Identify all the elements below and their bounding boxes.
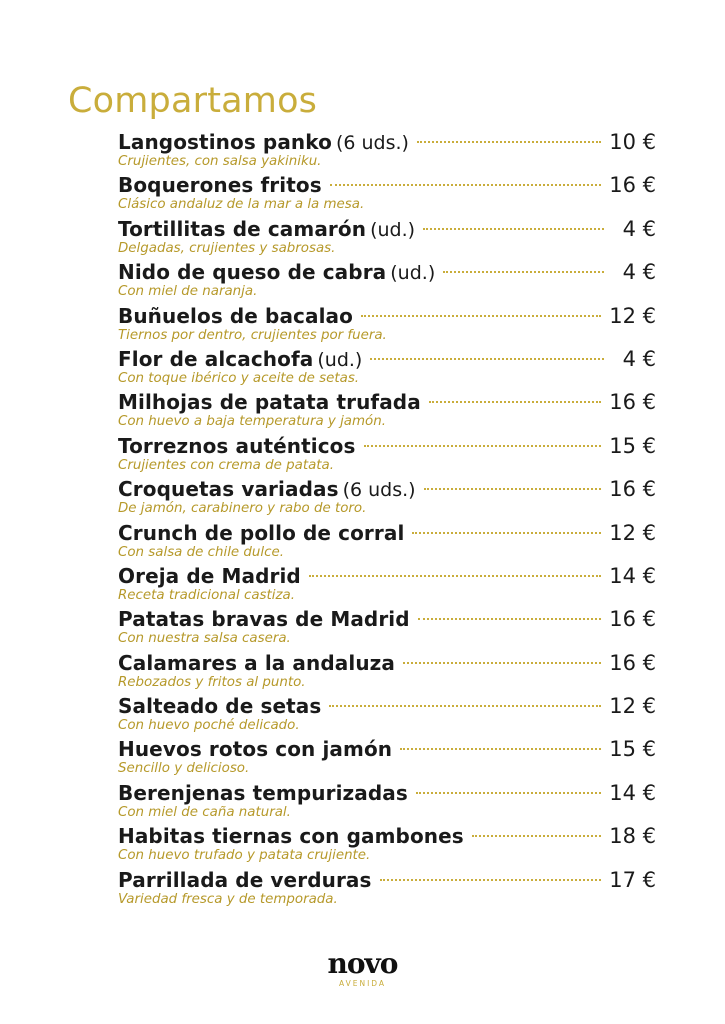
menu-item-row <box>118 304 656 330</box>
menu-item-row <box>118 217 656 243</box>
menu-item-row <box>118 390 656 416</box>
menu-list <box>118 130 656 911</box>
dish-description: Con huevo poché delicado. <box>118 718 300 734</box>
dot-leader <box>423 228 604 230</box>
dish-name: Nido de queso de cabra <box>118 260 387 285</box>
menu-item-row <box>118 694 656 720</box>
menu-item-row <box>118 477 656 503</box>
dish-description: Con huevo trufado y patata crujiente. <box>118 848 371 864</box>
dish-price: 10 € <box>609 130 656 154</box>
dish-name: Flor de alcachofa <box>118 346 314 371</box>
menu-item-row <box>118 521 656 547</box>
menu-item-row <box>118 260 656 286</box>
dish-price: 12 € <box>609 303 656 328</box>
dish-price: 12 € <box>609 694 656 719</box>
menu-item <box>118 217 656 260</box>
dish-description: Con miel de caña natural. <box>118 804 291 820</box>
dish-description: Con miel de naranja. <box>118 284 258 300</box>
menu-item-row <box>118 651 656 677</box>
dish-description: Tiernos por dentro, crujientes por fuera. <box>118 327 387 343</box>
menu-item <box>118 304 656 347</box>
page-title: Compartamos <box>68 81 318 122</box>
dish-price: 4 € <box>622 216 656 241</box>
dot-leader <box>472 835 601 837</box>
dot-leader <box>370 358 604 360</box>
dot-leader <box>403 662 601 664</box>
dish-name: Berenjenas tempurizadas <box>118 780 408 805</box>
dish-quantity: (ud.) <box>390 262 436 285</box>
menu-item <box>118 521 656 564</box>
dot-leader <box>412 532 601 534</box>
dish-description: Con huevo a baja temperatura y jamón. <box>118 414 386 430</box>
dish-name: Crunch de pollo de corral <box>118 520 405 545</box>
dish-price: 14 € <box>609 563 656 588</box>
dish-name: Habitas tiernas con gambones <box>118 824 464 849</box>
menu-item-row <box>118 130 656 156</box>
dot-leader <box>361 315 601 317</box>
dish-name: Croquetas variadas <box>118 477 339 502</box>
dish-quantity: (6 uds.) <box>335 132 409 154</box>
restaurant-logo <box>0 947 725 988</box>
dish-description: Con toque ibérico y aceite de setas. <box>118 370 360 386</box>
menu-item <box>118 390 656 433</box>
dish-price: 4 € <box>622 260 656 285</box>
dish-name: Torreznos auténticos <box>118 433 356 458</box>
menu-item <box>118 477 656 520</box>
dish-name: Buñuelos de bacalao <box>118 303 353 328</box>
menu-item-row <box>118 564 656 590</box>
menu-item <box>118 737 656 780</box>
dish-name: Boquerones fritos <box>118 173 322 198</box>
dish-name: Tortillitas de camarón <box>118 216 367 241</box>
dish-price: 16 € <box>609 607 656 632</box>
menu-item-row <box>118 868 656 894</box>
dot-leader <box>424 488 602 490</box>
menu-item-row <box>118 347 656 373</box>
menu-item-row <box>118 737 656 763</box>
dish-name: Salteado de setas <box>118 694 322 719</box>
dish-description: Con salsa de chile dulce. <box>118 544 284 560</box>
dish-price: 15 € <box>609 737 656 762</box>
dish-description: Crujientes, con salsa yakiniku. <box>118 154 322 169</box>
menu-item <box>118 824 656 867</box>
menu-item-row <box>118 173 656 199</box>
menu-item <box>118 868 656 911</box>
dish-name: Langostinos panko <box>118 130 332 154</box>
menu-item <box>118 694 656 737</box>
dish-description: Con nuestra salsa casera. <box>118 631 291 647</box>
menu-item-row <box>118 607 656 633</box>
menu-item <box>118 347 656 390</box>
dish-price: 17 € <box>609 867 656 892</box>
logo-subtitle: AVENIDA <box>338 979 387 988</box>
dot-leader <box>329 705 601 707</box>
dot-leader <box>380 879 602 881</box>
dish-description: Delgadas, crujientes y sabrosas. <box>118 240 336 256</box>
dish-description: Variedad fresca y de temporada. <box>118 891 338 907</box>
dot-leader <box>417 141 601 143</box>
dish-description: Rebozados y fritos al punto. <box>118 674 306 690</box>
menu-item <box>118 607 656 650</box>
dot-leader <box>418 618 602 620</box>
dish-description: Clásico andaluz de la mar a la mesa. <box>118 197 365 213</box>
menu-item <box>118 173 656 216</box>
dish-quantity: (ud.) <box>317 348 363 371</box>
menu-item <box>118 781 656 824</box>
dish-name: Parrillada de verduras <box>118 867 372 892</box>
dot-leader <box>416 792 601 794</box>
menu-item <box>118 434 656 477</box>
dish-price: 18 € <box>609 824 656 849</box>
dish-quantity: (6 uds.) <box>342 479 416 502</box>
dish-price: 16 € <box>609 477 656 502</box>
dish-name: Oreja de Madrid <box>118 563 301 588</box>
dish-name: Milhojas de patata trufada <box>118 390 421 415</box>
logo-wordmark: novo <box>327 947 398 980</box>
dish-description: Sencillo y delicioso. <box>118 761 250 777</box>
dish-price: 12 € <box>609 520 656 545</box>
dot-leader <box>309 575 601 577</box>
dish-quantity: (ud.) <box>370 218 416 241</box>
dish-description: Crujientes con crema de patata. <box>118 457 335 473</box>
dish-price: 4 € <box>622 346 656 371</box>
dish-name: Calamares a la andaluza <box>118 650 396 675</box>
dish-price: 14 € <box>609 780 656 805</box>
dish-description: Receta tradicional castiza. <box>118 587 295 603</box>
menu-item-row <box>118 434 656 460</box>
dot-leader <box>429 401 601 403</box>
dish-description: De jamón, carabinero y rabo de toro. <box>118 501 367 517</box>
dish-price: 16 € <box>609 390 656 415</box>
menu-item <box>118 130 656 173</box>
dish-name: Patatas bravas de Madrid <box>118 607 410 632</box>
dot-leader <box>330 184 602 186</box>
menu-item <box>118 260 656 303</box>
menu-item <box>118 564 656 607</box>
dot-leader <box>364 445 602 447</box>
menu-item-row <box>118 781 656 807</box>
menu-item <box>118 651 656 694</box>
dish-price: 15 € <box>609 433 656 458</box>
dish-price: 16 € <box>609 650 656 675</box>
menu-item-row <box>118 824 656 850</box>
dish-name: Huevos rotos con jamón <box>118 737 393 762</box>
dot-leader <box>400 748 601 750</box>
dish-price: 16 € <box>609 173 656 198</box>
dot-leader <box>443 271 604 273</box>
